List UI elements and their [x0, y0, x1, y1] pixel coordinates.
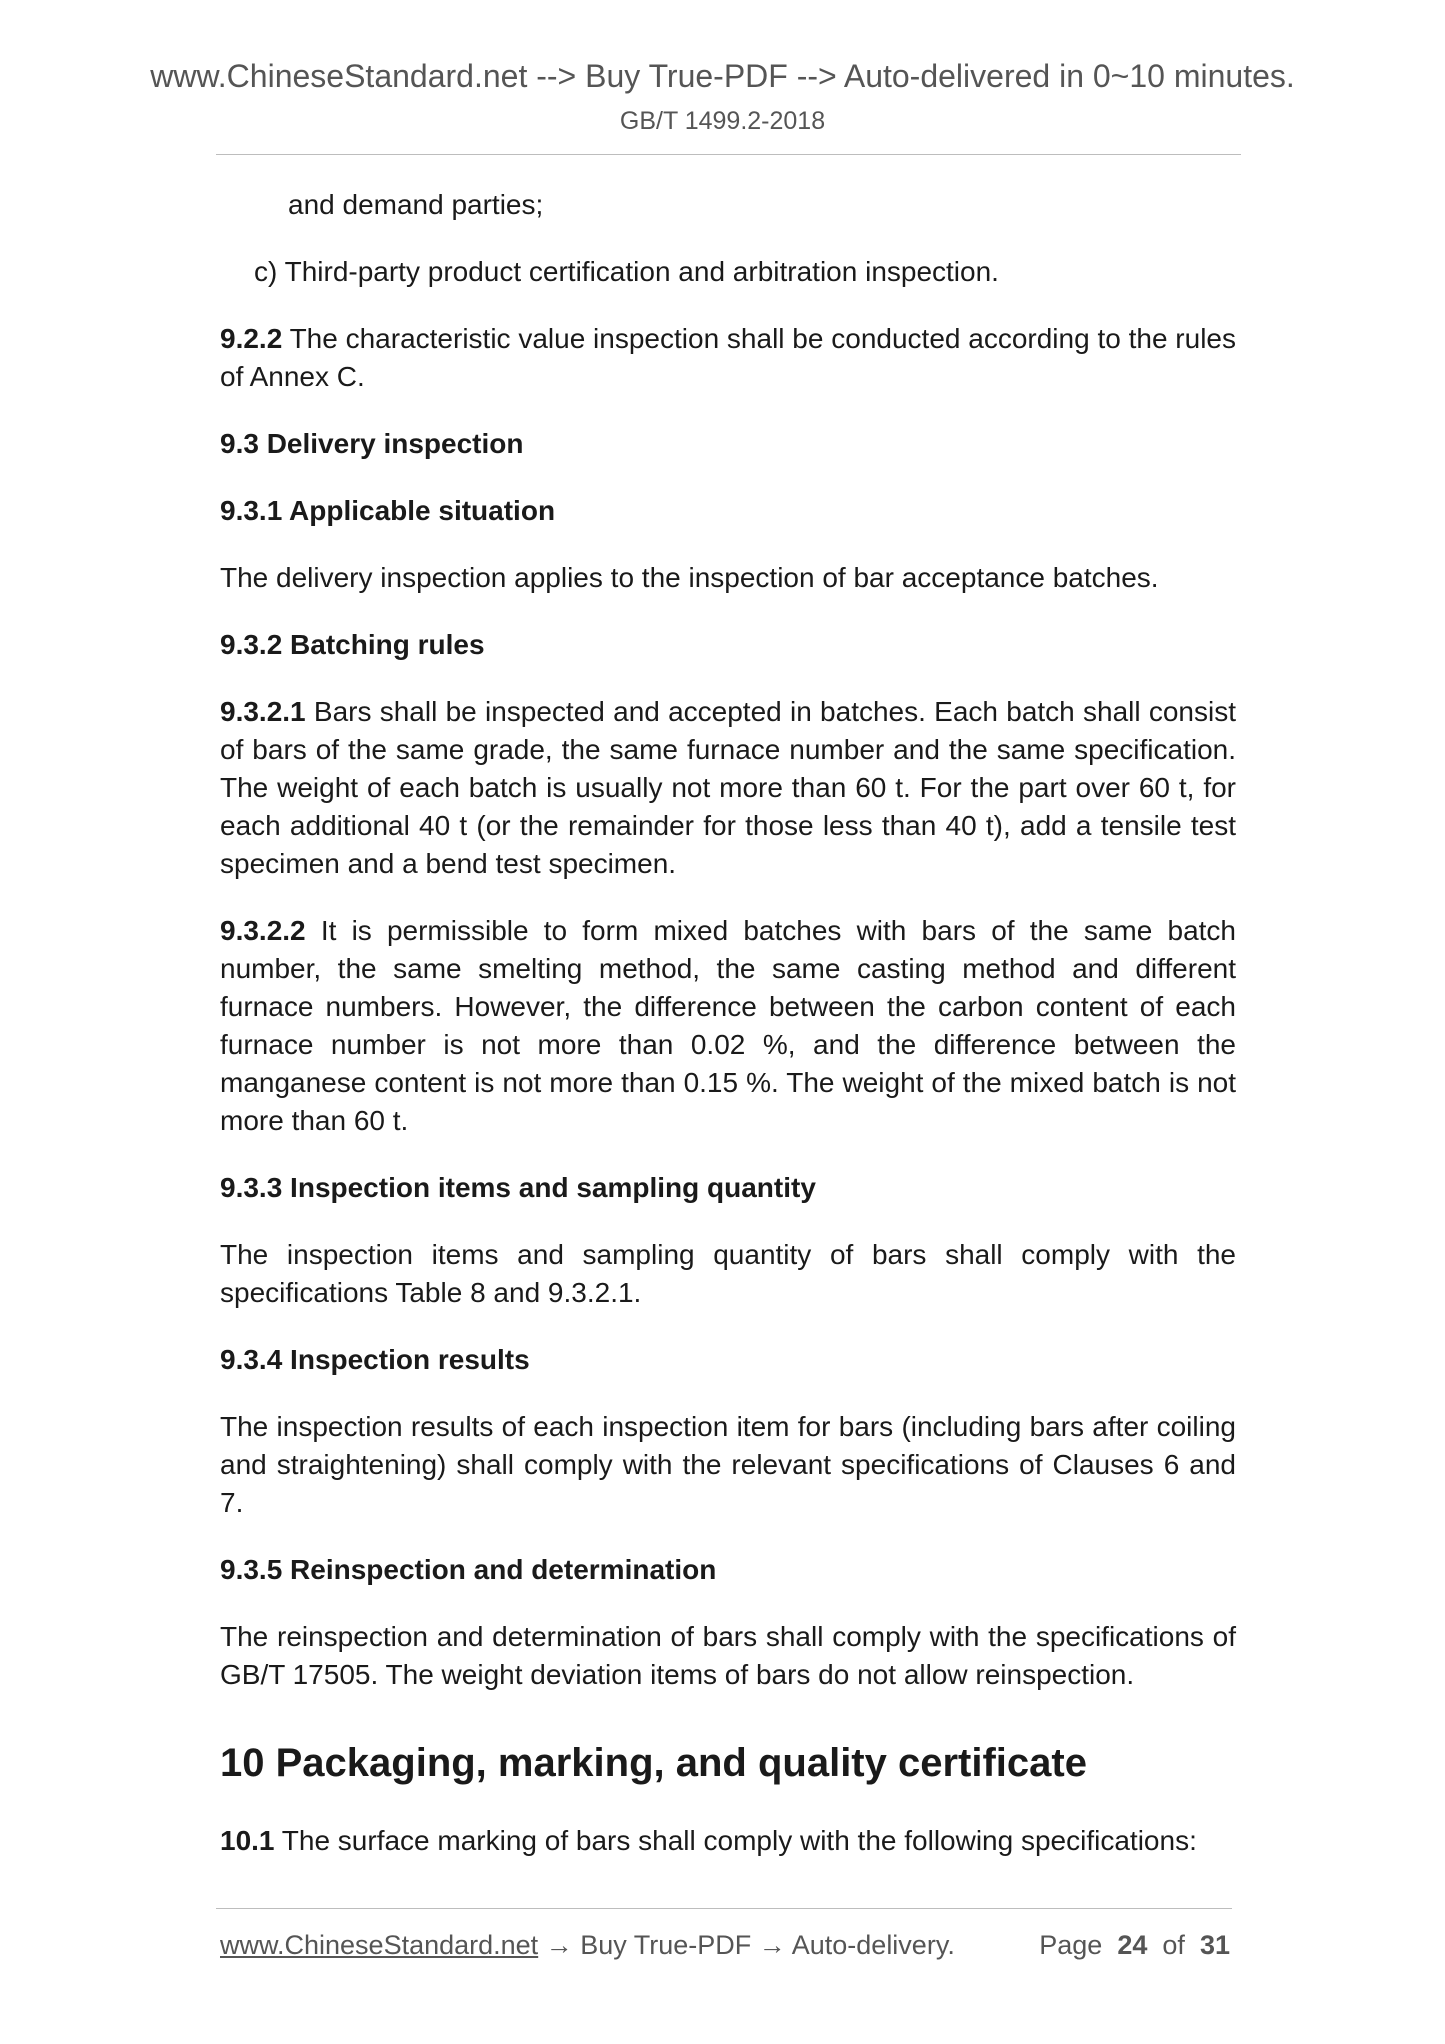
clause-10-1	[220, 1822, 1236, 1860]
paragraph-9-3-1: The delivery inspection applies to the inspection of bar acceptance batches.	[220, 562, 1159, 593]
page-current: 24	[1117, 1930, 1148, 1960]
paragraph-9-3-4: The inspection results of each inspection item for bars (including bars after coiling and straightening) shall comply with the relevant specifications of Clauses 6 and 7.	[220, 1411, 1236, 1518]
page-label: Page	[1039, 1930, 1103, 1960]
clause-text: It is permissible to form mixed batches with bars of the same batch number, the same smelting method, the same casting method and different furnace numbers. However, the difference between the carbon content of each furnace number is not more than 0.02 %, and the difference between the manganese content is not more than 0.15 %. The weight of the mixed batch is not more than 60 t.	[220, 915, 1236, 1136]
footer-divider	[216, 1908, 1232, 1909]
paragraph-continuation: and demand parties;	[288, 189, 544, 220]
heading-10: 10 Packaging, marking, and quality certificate	[220, 1741, 1087, 1785]
clause-9-2-2	[220, 320, 1236, 396]
paragraph-9-3-5: The reinspection and determination of bars shall comply with the specifications of GB/T 17505. The weight deviation items of bars do not allow reinspection.	[220, 1621, 1236, 1690]
heading-9-3-4: 9.3.4 Inspection results	[220, 1344, 530, 1375]
of-label: of	[1162, 1930, 1185, 1960]
list-item-c: c) Third-party product certification and arbitration inspection.	[254, 256, 999, 287]
document-body	[220, 186, 1236, 1889]
paragraph-9-3-3: The inspection items and sampling quantity of bars shall comply with the specifications Table 8 and 9.3.2.1.	[220, 1239, 1236, 1308]
footer-left	[220, 1930, 955, 1961]
heading-9-3-3: 9.3.3 Inspection items and sampling quantity	[220, 1172, 816, 1203]
clause-text: Bars shall be inspected and accepted in batches. Each batch shall consist of bars of the same grade, the same furnace number and the same specification. The weight of each batch is usually not more than 60 t. For the part over 60 t, for each additional 40 t (or the remainder for those less than 40 t), add a tensile test specimen and a bend test specimen.	[220, 696, 1236, 879]
clause-number: 9.3.2.1	[220, 696, 306, 727]
heading-9-3: 9.3 Delivery inspection	[220, 428, 524, 459]
clause-number: 10.1	[220, 1825, 275, 1856]
standard-code: GB/T 1499.2-2018	[619, 107, 826, 135]
clause-9-3-2-2	[220, 912, 1236, 1140]
heading-9-3-5: 9.3.5 Reinspection and determination	[220, 1554, 717, 1585]
footer-link[interactable]: www.ChineseStandard.net	[220, 1930, 539, 1960]
footer-tail: → Buy True-PDF → Auto-delivery.	[538, 1930, 955, 1960]
clause-text: The characteristic value inspection shall be conducted according to the rules of Annex C.	[220, 323, 1236, 392]
clause-number: 9.2.2	[220, 323, 283, 354]
page-total: 31	[1199, 1930, 1230, 1960]
heading-9-3-2: 9.3.2 Batching rules	[220, 629, 485, 660]
page-number	[1039, 1930, 1230, 1961]
clause-text: The surface marking of bars shall comply with the following specifications:	[274, 1825, 1197, 1856]
header-divider	[216, 154, 1241, 155]
clause-number: 9.3.2.2	[220, 915, 306, 946]
clause-9-3-2-1	[220, 693, 1236, 883]
heading-9-3-1: 9.3.1 Applicable situation	[220, 495, 556, 526]
header-banner: www.ChineseStandard.net --> Buy True-PDF --> Auto-delivered in 0~10 minutes.	[150, 58, 1295, 94]
